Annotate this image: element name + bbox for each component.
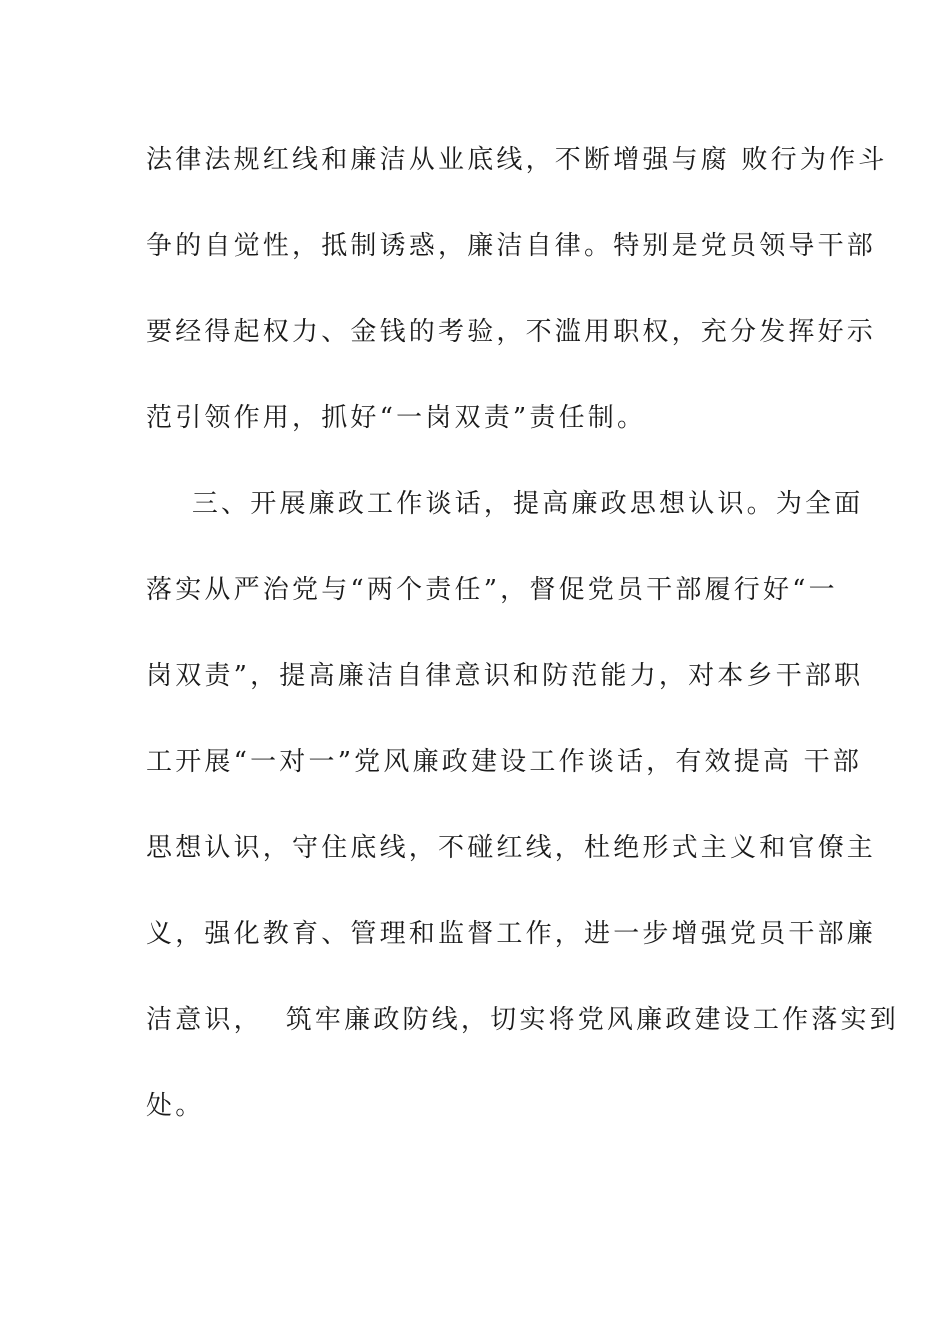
text-line: 义，强化教育、管理和监督工作，进一步增强党员干部廉 (146, 919, 877, 949)
text-line: 工开展“一对一”党风廉政建设工作谈话，有效提高 干部 (146, 747, 863, 777)
text-line: 法律法规红线和廉洁从业底线，不断增强与腐 败行为作斗 (146, 145, 888, 175)
text-line: 洁意识， 筑牢廉政防线，切实将党风廉政建设工作落实到 (146, 1005, 899, 1035)
text-line: 范引领作用，抓好“一岗双责”责任制。 (146, 403, 647, 433)
text-line: 争的自觉性，抵制诱惑，廉洁自律。特别是党员领导干部 (146, 231, 877, 261)
text-line: 岗双责”，提高廉洁自律意识和防范能力，对本乡干部职 (146, 661, 864, 691)
text-line: 落实从严治党与“两个责任”，督促党员干部履行好“一 (146, 575, 838, 605)
text-line: 思想认识，守住底线，不碰红线，杜绝形式主义和官僚主 (146, 833, 877, 863)
text-line: 处。 (146, 1091, 205, 1121)
text-line: 三、开展廉政工作谈话，提高廉政思想认识。为全面 (146, 489, 864, 519)
text-line: 要经得起权力、金钱的考验，不滥用职权，充分发挥好示 (146, 317, 877, 347)
